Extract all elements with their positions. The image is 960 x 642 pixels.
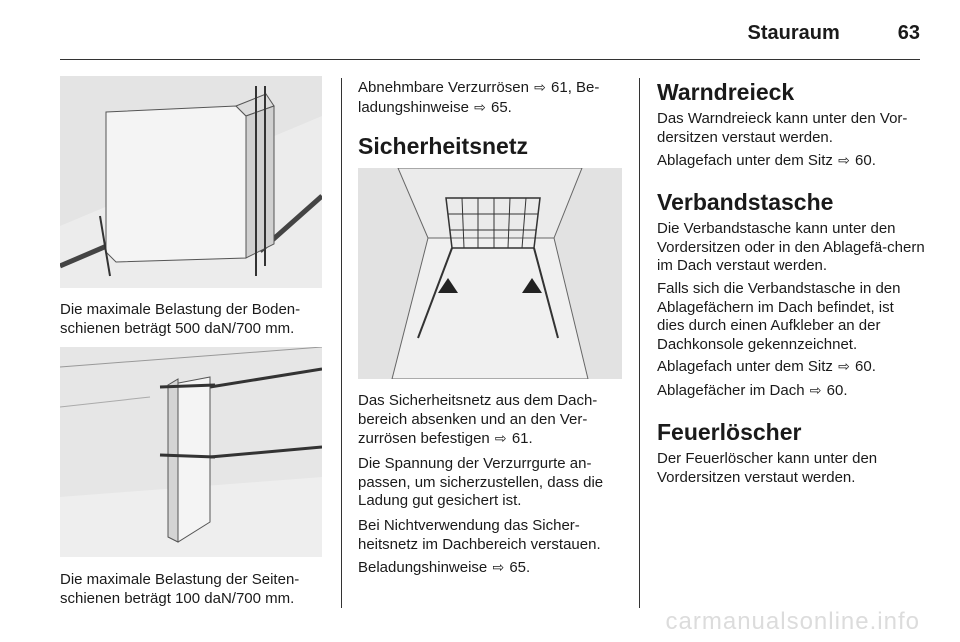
column-divider-2: [639, 78, 640, 608]
page-ref-link[interactable]: 60.: [826, 382, 848, 399]
paragraph-underseat-ref-2: Ablagefach unter dem Sitz ⇨ 60.: [657, 358, 876, 375]
heading-safety-net: Sicherheitsnetz: [358, 133, 528, 159]
cross-reference-arrow-icon: ⇨: [838, 358, 850, 374]
column-divider-1: [341, 78, 342, 608]
heading-warning-triangle: Warndreieck: [657, 79, 795, 105]
page-ref-link[interactable]: 60.: [855, 358, 876, 375]
heading-first-aid-kit: Verbandstasche: [657, 189, 834, 215]
figure-side-rail-load: [60, 347, 322, 557]
paragraph-warning-triangle: Das Warndreieck kann unter den Vor-dersitzen verstaut werden.: [657, 110, 908, 146]
cross-reference-arrow-icon: ⇨: [534, 79, 546, 95]
page-ref-link[interactable]: 60.: [855, 152, 876, 169]
figure-floor-rail-load: [60, 76, 322, 288]
page-ref-link[interactable]: 65.: [491, 98, 512, 116]
side-rail-illustration: [60, 347, 322, 557]
paragraph-roof-ref: Ablagefächer im Dach ⇨ 60.: [657, 382, 848, 399]
watermark: carmanualsonline.info: [665, 608, 920, 635]
floor-rail-illustration: [60, 76, 322, 288]
paragraph-fire-extinguisher: Der Feuerlöscher kann unter den Vordersitzen verstaut werden.: [657, 450, 878, 486]
page-ref-link[interactable]: 61: [551, 79, 568, 96]
figure-safety-net: [358, 168, 622, 379]
cross-reference-arrow-icon: ⇨: [492, 559, 505, 575]
intro-paragraph: Abnehmbare Verzurrösen ⇨ 61, Be-ladungshinweise ⇨ 65.: [358, 79, 600, 116]
caption-floor-rail: Die maximale Belastung der Boden-schienen beträgt 500 daN/700 mm.: [60, 301, 301, 337]
page-number: 63: [897, 21, 920, 44]
caption-side-rail: Die maximale Belastung der Seiten-schienen beträgt 100 daN/700 mm.: [60, 571, 300, 607]
page-header: [748, 16, 921, 50]
paragraph-first-aid-sticker: Falls sich die Verbandstasche in den Ablagefächern im Dach befindet, ist dies durch einen Aufkleber an der Dachkonsole gekennzeichnet.: [657, 280, 901, 353]
cross-reference-arrow-icon: ⇨: [809, 382, 822, 398]
paragraph-lower-net: Das Sicherheitsnetz aus dem Dach-bereich absenken und an den Ver-zurrösen befestigen ⇨ 61.: [358, 392, 598, 447]
page-ref-link[interactable]: 61.: [511, 430, 533, 447]
heading-fire-extinguisher: Feuerlöscher: [657, 419, 802, 445]
cross-reference-arrow-icon: ⇨: [494, 430, 507, 446]
paragraph-underseat-ref-1: Ablagefach unter dem Sitz ⇨ 60.: [657, 152, 876, 169]
cross-reference-arrow-icon: ⇨: [474, 98, 486, 115]
paragraph-first-aid-storage: Die Verbandstasche kann unter den Vordersitzen oder in den Ablagefä-chern im Dach verstaut werden.: [657, 220, 925, 274]
paragraph-strap-tension: Die Spannung der Verzurrgurte an-passen, um sicherzustellen, dass die Ladung gut gesichert ist.: [358, 455, 604, 509]
header-rule: [60, 59, 920, 60]
page-ref-link[interactable]: 65.: [509, 559, 531, 576]
paragraph-stow-net: Bei Nichtverwendung das Sicher-heitsnetz im Dachbereich verstauen.: [358, 517, 601, 553]
safety-net-illustration: [358, 168, 622, 379]
section-title: Stauraum: [747, 21, 840, 44]
paragraph-loading-ref: Beladungshinweise ⇨ 65.: [358, 559, 531, 576]
cross-reference-arrow-icon: ⇨: [838, 152, 850, 168]
